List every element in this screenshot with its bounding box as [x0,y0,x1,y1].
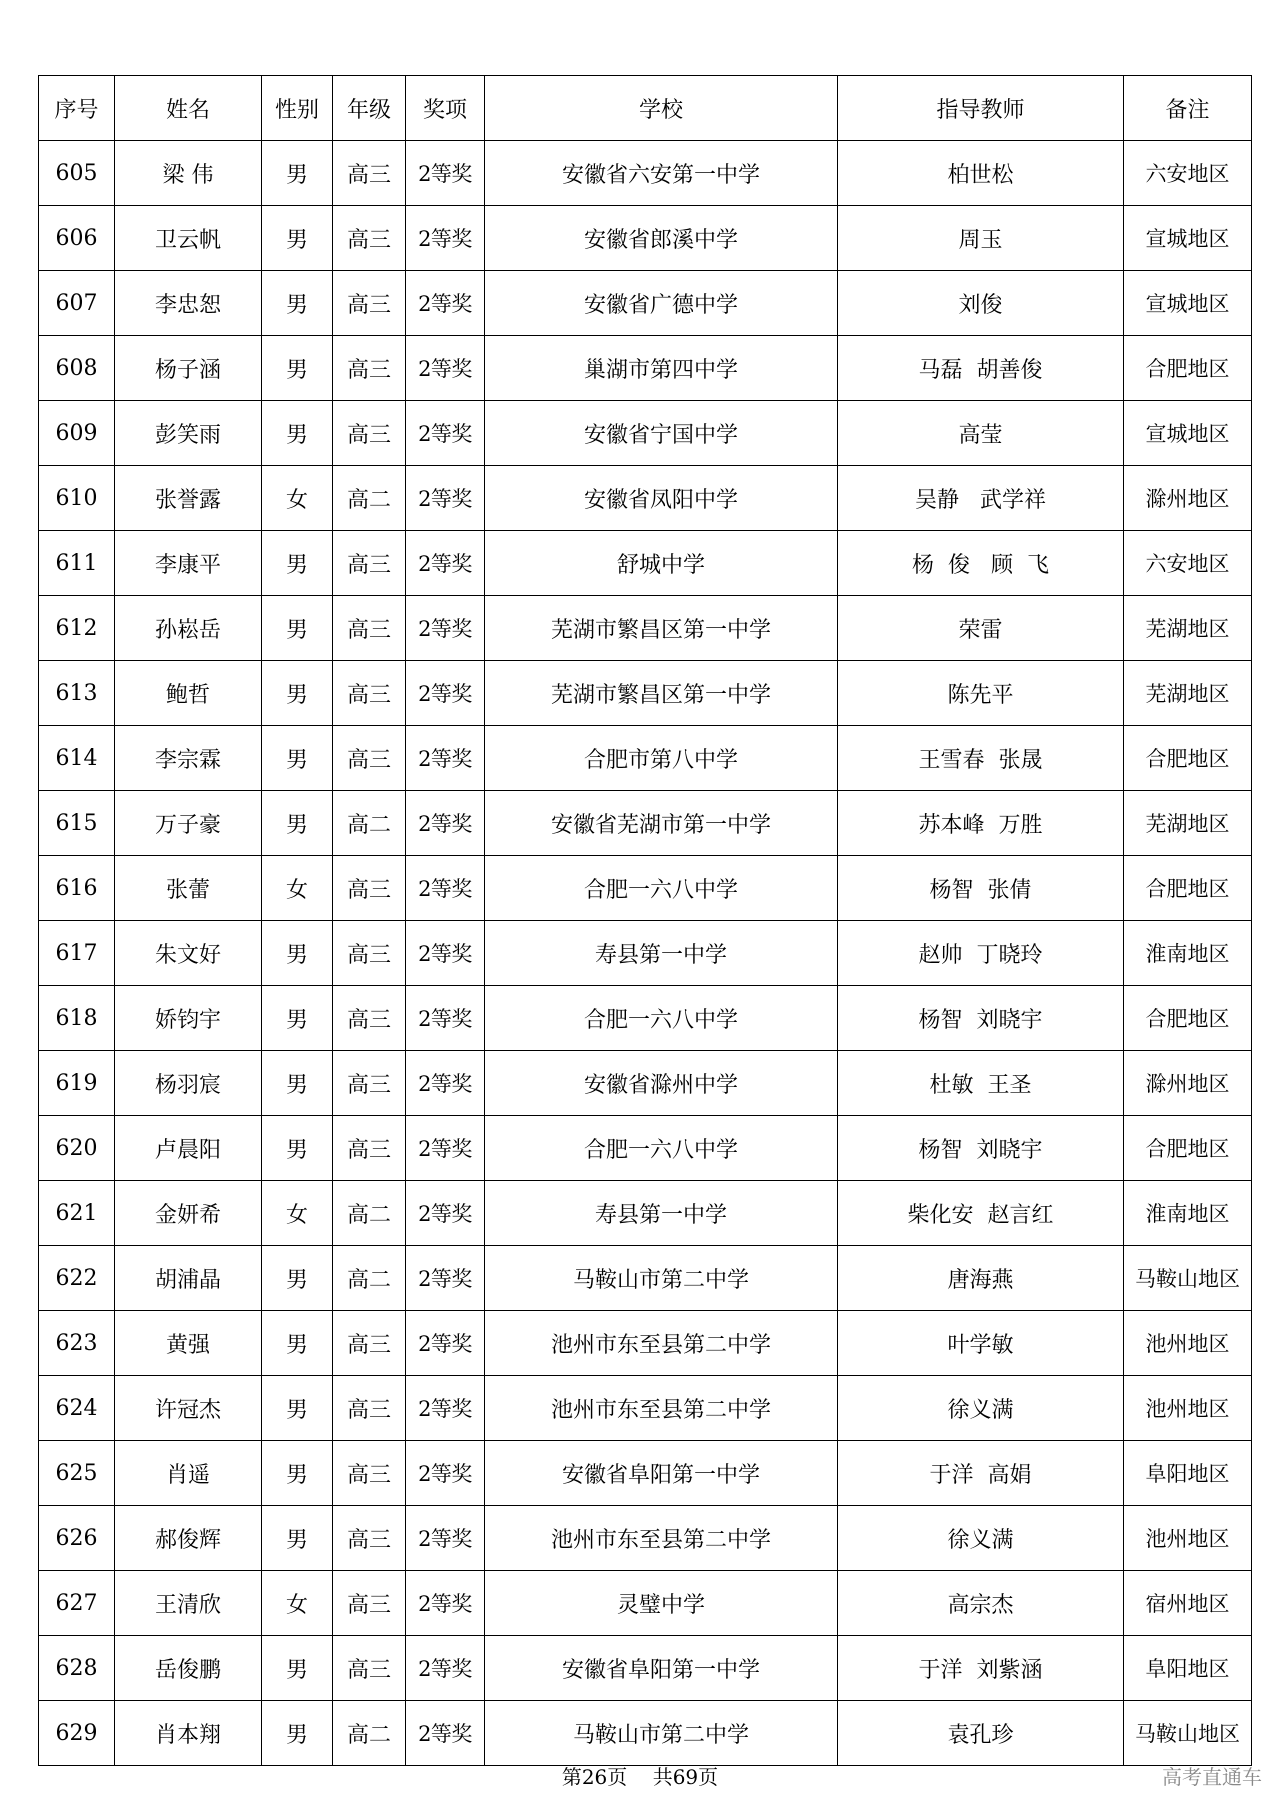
cell-index: 617 [39,921,115,986]
cell-award: 2等奖 [406,726,485,791]
table-row [39,661,1252,726]
cell-note: 宣城地区 [1124,271,1252,336]
cell-grade: 高三 [333,986,406,1051]
cell-award: 2等奖 [406,206,485,271]
page-number: 第26页 共69页 [561,1765,719,1789]
cell-teacher: 陈先平 [838,661,1124,726]
cell-school: 安徽省滁州中学 [485,1051,838,1116]
cell-index: 627 [39,1571,115,1636]
cell-school: 合肥一六八中学 [485,1116,838,1181]
cell-index: 618 [39,986,115,1051]
cell-teacher: 赵帅 丁晓玲 [838,921,1124,986]
cell-index: 611 [39,531,115,596]
cell-award: 2等奖 [406,141,485,206]
cell-school: 寿县第一中学 [485,921,838,986]
cell-gender: 男 [262,661,333,726]
cell-name: 郝俊辉 [115,1506,262,1571]
cell-grade: 高三 [333,596,406,661]
cell-school: 巢湖市第四中学 [485,336,838,401]
table-row [39,856,1252,921]
cell-grade: 高二 [333,1181,406,1246]
cell-note: 滁州地区 [1124,1051,1252,1116]
cell-gender: 男 [262,1051,333,1116]
table-row [39,336,1252,401]
header-gender: 性别 [262,76,333,141]
cell-name: 岳俊鹏 [115,1636,262,1701]
cell-gender: 女 [262,466,333,531]
cell-index: 607 [39,271,115,336]
cell-gender: 男 [262,986,333,1051]
cell-index: 612 [39,596,115,661]
cell-teacher: 周玉 [838,206,1124,271]
table-row [39,791,1252,856]
cell-award: 2等奖 [406,1636,485,1701]
cell-name: 卢晨阳 [115,1116,262,1181]
cell-teacher: 于洋 刘紫涵 [838,1636,1124,1701]
table-row [39,1376,1252,1441]
header-note: 备注 [1124,76,1252,141]
cell-note: 宣城地区 [1124,206,1252,271]
cell-teacher: 刘俊 [838,271,1124,336]
cell-school: 合肥市第八中学 [485,726,838,791]
cell-grade: 高三 [333,1506,406,1571]
cell-school: 池州市东至县第二中学 [485,1376,838,1441]
cell-index: 606 [39,206,115,271]
cell-name: 黄强 [115,1311,262,1376]
cell-teacher: 苏本峰 万胜 [838,791,1124,856]
cell-teacher: 徐义满 [838,1376,1124,1441]
cell-note: 池州地区 [1124,1311,1252,1376]
table-row [39,1636,1252,1701]
cell-grade: 高三 [333,1376,406,1441]
cell-award: 2等奖 [406,1116,485,1181]
cell-name: 张蕾 [115,856,262,921]
cell-index: 621 [39,1181,115,1246]
table-row [39,726,1252,791]
cell-award: 2等奖 [406,1701,485,1766]
cell-name: 肖遥 [115,1441,262,1506]
cell-index: 616 [39,856,115,921]
header-row [39,76,1252,141]
table-row [39,206,1252,271]
cell-award: 2等奖 [406,661,485,726]
cell-grade: 高三 [333,856,406,921]
cell-grade: 高三 [333,141,406,206]
cell-grade: 高二 [333,1701,406,1766]
cell-index: 629 [39,1701,115,1766]
cell-gender: 男 [262,1376,333,1441]
cell-grade: 高三 [333,921,406,986]
cell-school: 芜湖市繁昌区第一中学 [485,661,838,726]
cell-index: 613 [39,661,115,726]
table-row [39,141,1252,206]
cell-teacher: 高莹 [838,401,1124,466]
cell-gender: 男 [262,401,333,466]
cell-grade: 高三 [333,661,406,726]
cell-grade: 高三 [333,336,406,401]
cell-gender: 男 [262,206,333,271]
cell-teacher: 叶学敏 [838,1311,1124,1376]
cell-award: 2等奖 [406,401,485,466]
cell-grade: 高三 [333,1441,406,1506]
cell-grade: 高三 [333,1116,406,1181]
cell-index: 608 [39,336,115,401]
cell-gender: 男 [262,271,333,336]
cell-teacher: 杨智 张倩 [838,856,1124,921]
cell-school: 灵璧中学 [485,1571,838,1636]
cell-teacher: 徐义满 [838,1506,1124,1571]
cell-gender: 男 [262,531,333,596]
cell-gender: 男 [262,336,333,401]
cell-index: 624 [39,1376,115,1441]
watermark: 高考直通车 [1162,1765,1262,1789]
cell-note: 合肥地区 [1124,856,1252,921]
cell-award: 2等奖 [406,466,485,531]
cell-index: 626 [39,1506,115,1571]
cell-name: 张誉露 [115,466,262,531]
table-row [39,1311,1252,1376]
cell-teacher: 吴静 武学祥 [838,466,1124,531]
cell-note: 宣城地区 [1124,401,1252,466]
cell-school: 安徽省阜阳第一中学 [485,1441,838,1506]
table-row [39,1701,1252,1766]
cell-school: 池州市东至县第二中学 [485,1311,838,1376]
cell-grade: 高三 [333,206,406,271]
cell-grade: 高三 [333,1571,406,1636]
cell-grade: 高三 [333,1636,406,1701]
cell-index: 609 [39,401,115,466]
cell-teacher: 柴化安 赵言红 [838,1181,1124,1246]
award-table [38,75,1252,1766]
cell-school: 安徽省宁国中学 [485,401,838,466]
cell-award: 2等奖 [406,1246,485,1311]
cell-teacher: 马磊 胡善俊 [838,336,1124,401]
cell-name: 李宗霖 [115,726,262,791]
cell-gender: 女 [262,1181,333,1246]
cell-award: 2等奖 [406,1181,485,1246]
table-row [39,466,1252,531]
cell-name: 鲍哲 [115,661,262,726]
table-row [39,1246,1252,1311]
cell-grade: 高三 [333,726,406,791]
cell-school: 合肥一六八中学 [485,856,838,921]
cell-grade: 高三 [333,531,406,596]
table-row [39,401,1252,466]
cell-teacher: 袁孔珍 [838,1701,1124,1766]
cell-school: 安徽省芜湖市第一中学 [485,791,838,856]
cell-school: 合肥一六八中学 [485,986,838,1051]
cell-name: 彭笑雨 [115,401,262,466]
cell-teacher: 荣雷 [838,596,1124,661]
cell-note: 合肥地区 [1124,1116,1252,1181]
cell-gender: 男 [262,1441,333,1506]
cell-name: 王清欣 [115,1571,262,1636]
cell-gender: 女 [262,856,333,921]
cell-index: 623 [39,1311,115,1376]
table-row [39,531,1252,596]
cell-index: 625 [39,1441,115,1506]
cell-school: 芜湖市繁昌区第一中学 [485,596,838,661]
cell-note: 池州地区 [1124,1376,1252,1441]
cell-school: 舒城中学 [485,531,838,596]
table-row [39,596,1252,661]
cell-teacher: 高宗杰 [838,1571,1124,1636]
cell-note: 滁州地区 [1124,466,1252,531]
header-award: 奖项 [406,76,485,141]
cell-index: 622 [39,1246,115,1311]
cell-note: 芜湖地区 [1124,661,1252,726]
table-row [39,1571,1252,1636]
cell-index: 620 [39,1116,115,1181]
cell-name: 梁 伟 [115,141,262,206]
cell-note: 宿州地区 [1124,1571,1252,1636]
cell-school: 安徽省阜阳第一中学 [485,1636,838,1701]
cell-note: 芜湖地区 [1124,596,1252,661]
cell-gender: 男 [262,596,333,661]
cell-name: 卫云帆 [115,206,262,271]
header-grade: 年级 [333,76,406,141]
cell-note: 芜湖地区 [1124,791,1252,856]
cell-grade: 高三 [333,1051,406,1116]
cell-award: 2等奖 [406,986,485,1051]
cell-school: 马鞍山市第二中学 [485,1246,838,1311]
cell-name: 杨子涵 [115,336,262,401]
cell-gender: 男 [262,1311,333,1376]
cell-teacher: 唐海燕 [838,1246,1124,1311]
cell-teacher: 于洋 高娟 [838,1441,1124,1506]
table-row [39,921,1252,986]
header-teacher: 指导教师 [838,76,1124,141]
cell-note: 马鞍山地区 [1124,1246,1252,1311]
table-row [39,986,1252,1051]
cell-note: 淮南地区 [1124,921,1252,986]
cell-name: 朱文好 [115,921,262,986]
cell-gender: 男 [262,141,333,206]
cell-award: 2等奖 [406,1311,485,1376]
cell-school: 马鞍山市第二中学 [485,1701,838,1766]
cell-grade: 高三 [333,1311,406,1376]
cell-name: 孙崧岳 [115,596,262,661]
cell-gender: 男 [262,1701,333,1766]
cell-note: 六安地区 [1124,531,1252,596]
cell-award: 2等奖 [406,336,485,401]
cell-grade: 高二 [333,791,406,856]
cell-award: 2等奖 [406,596,485,661]
cell-gender: 男 [262,1506,333,1571]
cell-school: 安徽省六安第一中学 [485,141,838,206]
cell-school: 安徽省广德中学 [485,271,838,336]
cell-index: 628 [39,1636,115,1701]
cell-index: 614 [39,726,115,791]
cell-gender: 男 [262,791,333,856]
cell-note: 淮南地区 [1124,1181,1252,1246]
cell-school: 安徽省凤阳中学 [485,466,838,531]
cell-grade: 高三 [333,401,406,466]
header-school: 学校 [485,76,838,141]
cell-teacher: 杨智 刘晓宇 [838,986,1124,1051]
cell-name: 李康平 [115,531,262,596]
table-row [39,1116,1252,1181]
cell-teacher: 王雪春 张晟 [838,726,1124,791]
cell-award: 2等奖 [406,921,485,986]
table-row [39,1051,1252,1116]
cell-award: 2等奖 [406,1376,485,1441]
award-table-body [39,141,1252,1766]
cell-note: 阜阳地区 [1124,1636,1252,1701]
cell-note: 阜阳地区 [1124,1441,1252,1506]
cell-name: 许冠杰 [115,1376,262,1441]
header-name: 姓名 [115,76,262,141]
cell-gender: 男 [262,1116,333,1181]
cell-gender: 男 [262,1246,333,1311]
cell-award: 2等奖 [406,791,485,856]
cell-name: 肖本翔 [115,1701,262,1766]
cell-index: 615 [39,791,115,856]
cell-teacher: 杨 俊 顾 飞 [838,531,1124,596]
cell-note: 六安地区 [1124,141,1252,206]
cell-grade: 高二 [333,1246,406,1311]
cell-award: 2等奖 [406,856,485,921]
table-row [39,1441,1252,1506]
cell-award: 2等奖 [406,1441,485,1506]
cell-grade: 高三 [333,271,406,336]
cell-index: 605 [39,141,115,206]
cell-school: 安徽省郎溪中学 [485,206,838,271]
header-index: 序号 [39,76,115,141]
cell-name: 李忠恕 [115,271,262,336]
cell-award: 2等奖 [406,1571,485,1636]
cell-gender: 男 [262,1636,333,1701]
cell-note: 合肥地区 [1124,726,1252,791]
cell-index: 619 [39,1051,115,1116]
cell-note: 合肥地区 [1124,336,1252,401]
cell-school: 寿县第一中学 [485,1181,838,1246]
cell-award: 2等奖 [406,271,485,336]
cell-index: 610 [39,466,115,531]
cell-grade: 高二 [333,466,406,531]
cell-school: 池州市东至县第二中学 [485,1506,838,1571]
cell-gender: 男 [262,921,333,986]
cell-gender: 男 [262,726,333,791]
cell-gender: 女 [262,1571,333,1636]
cell-award: 2等奖 [406,1506,485,1571]
table-row [39,1506,1252,1571]
cell-note: 马鞍山地区 [1124,1701,1252,1766]
cell-note: 池州地区 [1124,1506,1252,1571]
cell-award: 2等奖 [406,1051,485,1116]
cell-name: 胡浦晶 [115,1246,262,1311]
cell-award: 2等奖 [406,531,485,596]
cell-teacher: 杨智 刘晓宇 [838,1116,1124,1181]
table-row [39,271,1252,336]
cell-name: 金妍希 [115,1181,262,1246]
cell-note: 合肥地区 [1124,986,1252,1051]
cell-teacher: 杜敏 王圣 [838,1051,1124,1116]
table-row [39,1181,1252,1246]
cell-name: 娇钧宇 [115,986,262,1051]
cell-name: 万子豪 [115,791,262,856]
cell-name: 杨羽宸 [115,1051,262,1116]
cell-teacher: 柏世松 [838,141,1124,206]
